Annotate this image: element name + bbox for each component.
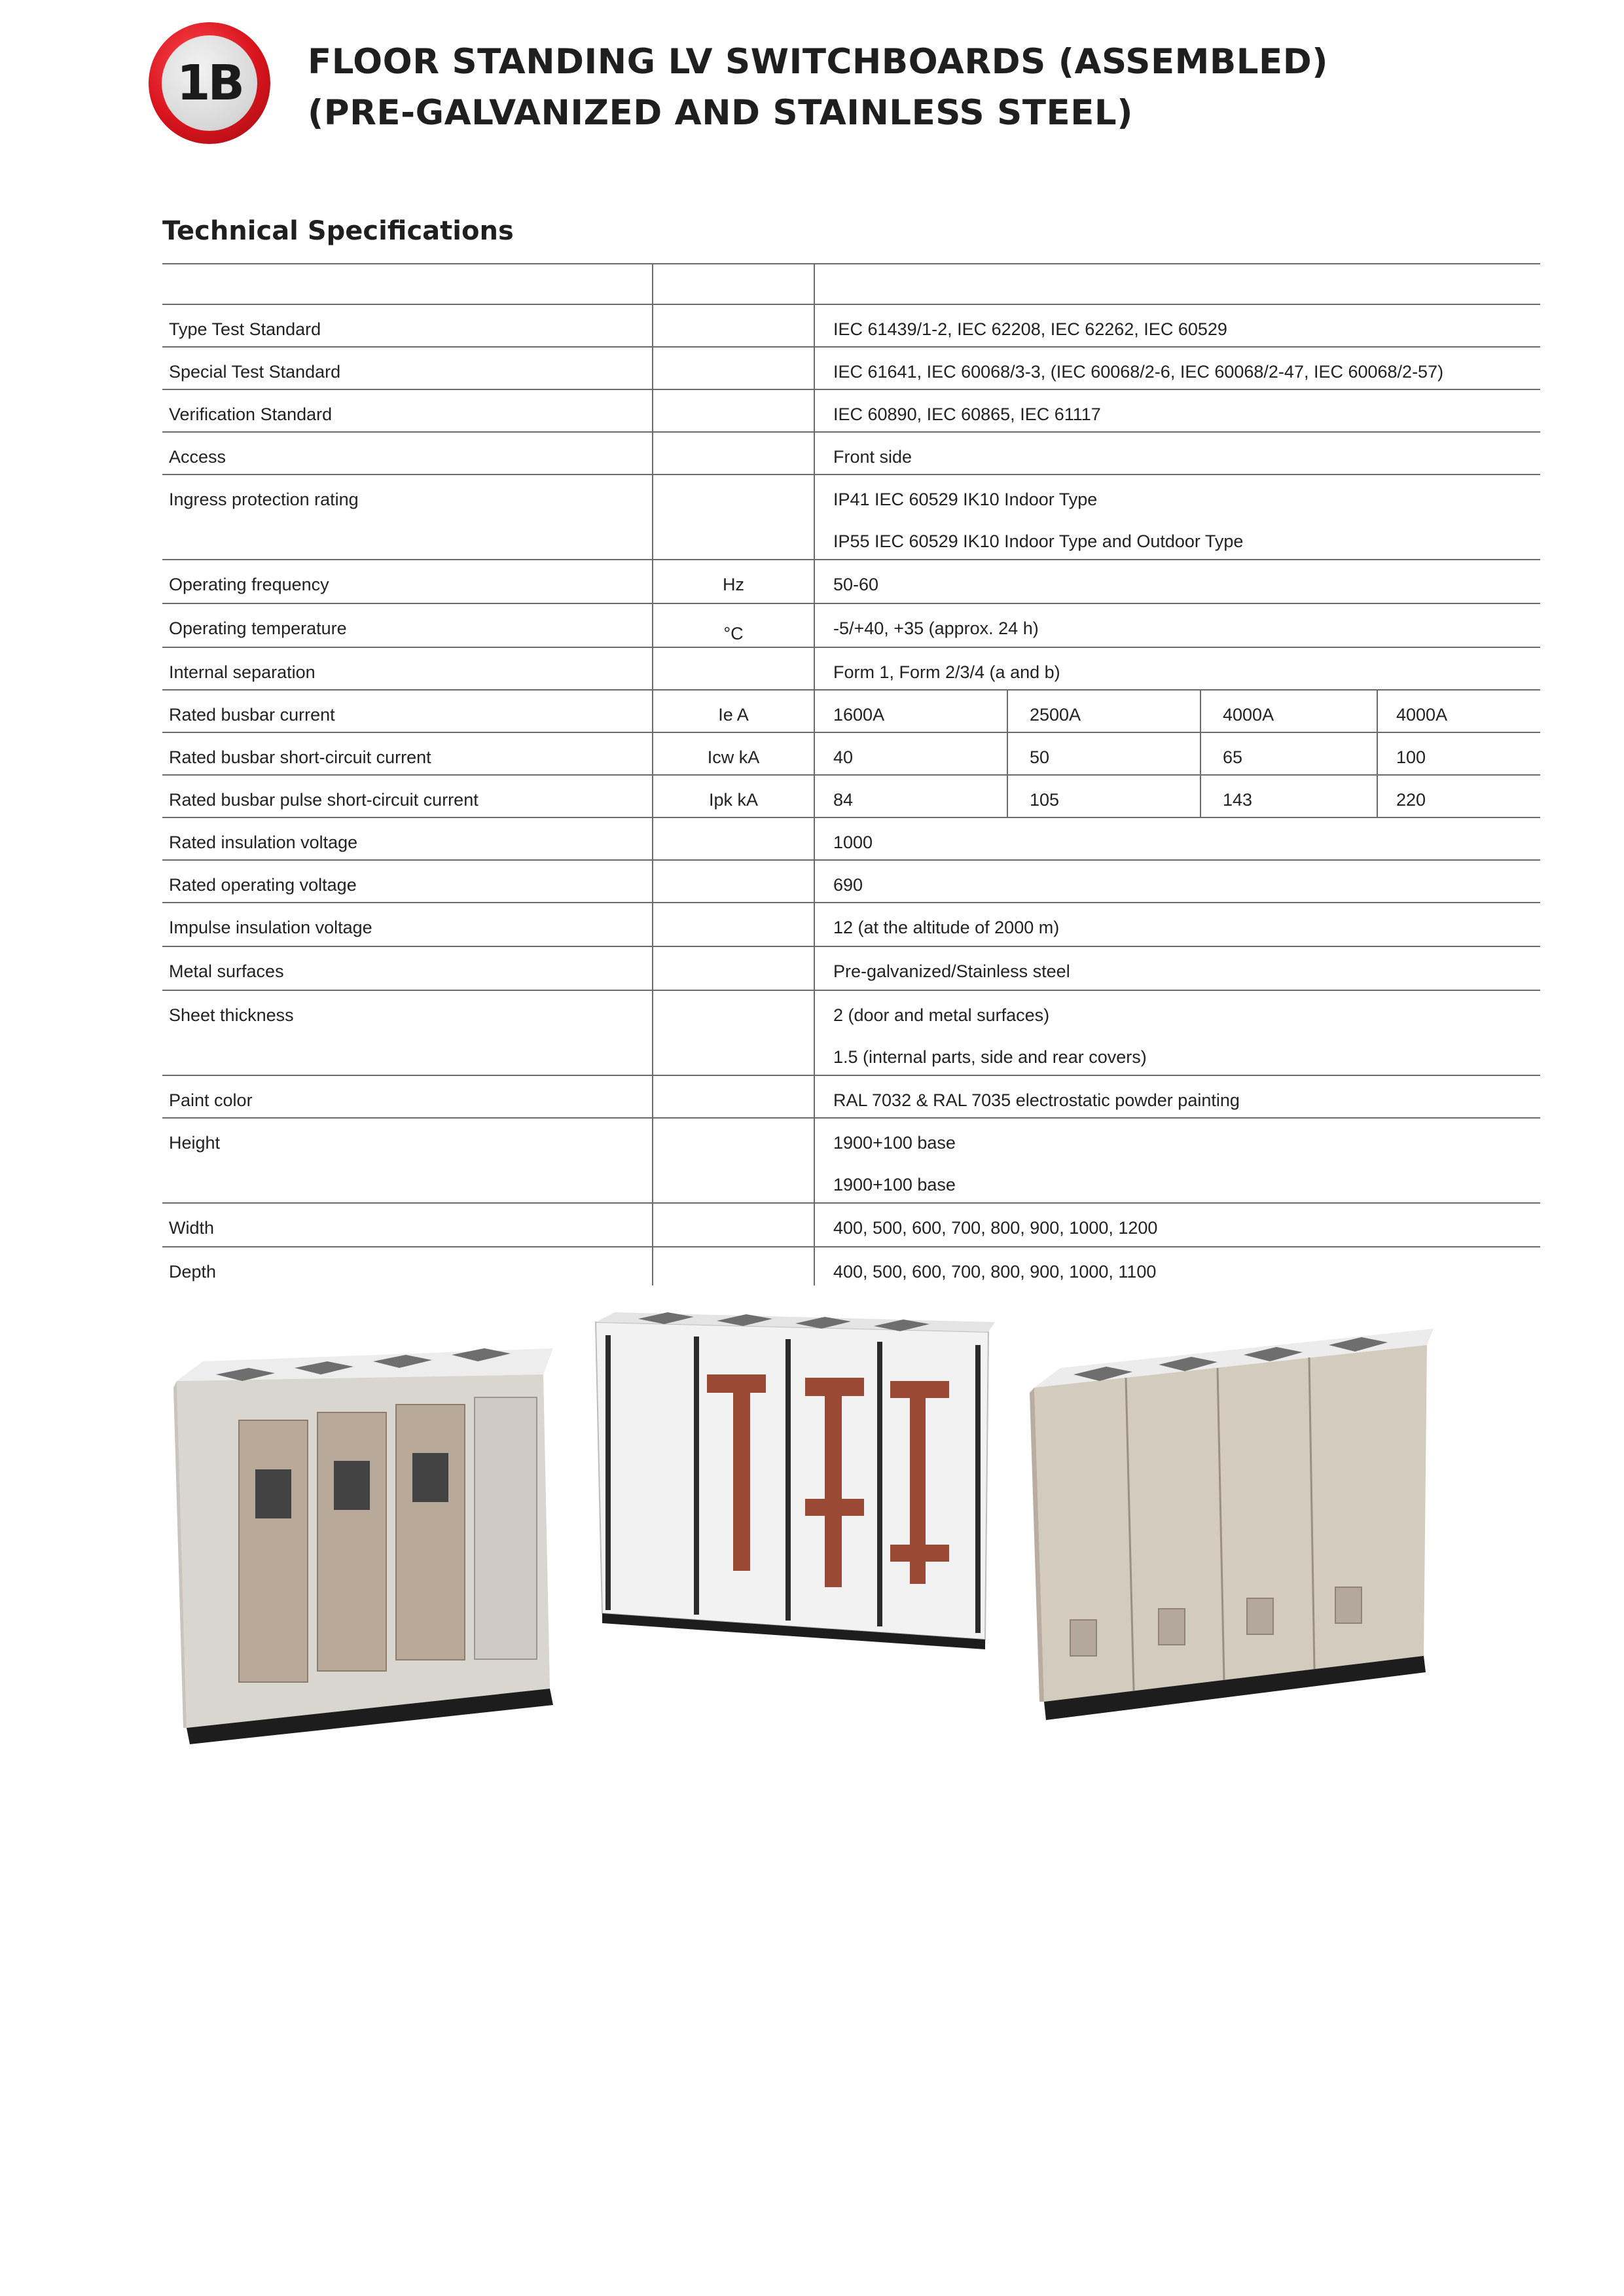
- table-row: [162, 776, 1540, 818]
- spec-param: Type Test Standard: [169, 319, 321, 339]
- spec-value: 1900+100 base: [833, 1133, 956, 1153]
- spec-param: Rated operating voltage: [169, 875, 357, 895]
- table-row: [162, 733, 1540, 776]
- spec-value: 220: [1396, 790, 1426, 810]
- spec-value-secondary: 1.5 (internal parts, side and rear covers): [833, 1047, 1147, 1067]
- spec-value: 2500A: [1030, 705, 1081, 725]
- spec-unit: Hz: [723, 575, 744, 594]
- page-title-line-2: (PRE-GALVANIZED AND STAINLESS STEEL): [308, 93, 1133, 133]
- spec-value: 50-60: [833, 575, 879, 594]
- spec-param: Metal surfaces: [169, 961, 284, 981]
- spec-param: Operating frequency: [169, 575, 329, 594]
- spec-value: 40: [833, 747, 854, 767]
- spec-unit: Icw kA: [707, 747, 760, 767]
- table-row: [162, 991, 1540, 1076]
- section-number: 1B: [162, 35, 257, 131]
- spec-value: 400, 500, 600, 700, 800, 900, 1000, 1200: [833, 1218, 1158, 1238]
- spec-value: 65: [1223, 747, 1243, 767]
- spec-value: 2 (door and metal surfaces): [833, 1005, 1050, 1025]
- table-row: [162, 1076, 1540, 1119]
- spec-value: Pre-galvanized/Stainless steel: [833, 961, 1070, 981]
- table-row: [162, 691, 1540, 733]
- table-row: [162, 947, 1540, 991]
- table-row: [162, 433, 1540, 475]
- spec-value: IEC 61439/1-2, IEC 62208, IEC 62262, IEC 60529: [833, 319, 1227, 339]
- section-heading: Technical Specifications: [162, 216, 514, 246]
- spec-param: Rated busbar current: [169, 705, 335, 725]
- spec-value: IEC 60890, IEC 60865, IEC 61117: [833, 404, 1101, 424]
- spec-param: Rated busbar short-circuit current: [169, 747, 431, 767]
- spec-value-secondary: 1900+100 base: [833, 1175, 956, 1194]
- table-row: [162, 818, 1540, 861]
- table-row: [162, 475, 1540, 560]
- table-row: [162, 1204, 1540, 1247]
- switchboard-mesh-doors-image: [173, 1348, 553, 1744]
- spec-unit: °C: [723, 624, 744, 643]
- spec-param: Depth: [169, 1262, 217, 1282]
- spec-value: 1600A: [833, 705, 885, 725]
- spec-table-header-row: [162, 263, 1540, 305]
- spec-param: Special Test Standard: [169, 362, 341, 382]
- table-row: [162, 390, 1540, 433]
- table-row: [162, 348, 1540, 390]
- spec-param: Width: [169, 1218, 215, 1238]
- spec-param: Access: [169, 447, 226, 467]
- table-row: [162, 903, 1540, 947]
- spec-value: 50: [1030, 747, 1050, 767]
- spec-param: Rated busbar pulse short-circuit current: [169, 790, 478, 810]
- table-row: [162, 1119, 1540, 1204]
- spec-param: Paint color: [169, 1090, 253, 1110]
- spec-param: Operating temperature: [169, 619, 347, 638]
- table-row: [162, 305, 1540, 348]
- spec-value: 143: [1223, 790, 1253, 810]
- product-images: [157, 1283, 1466, 1767]
- table-row: [162, 604, 1540, 648]
- spec-value: -5/+40, +35 (approx. 24 h): [833, 619, 1039, 638]
- spec-table: [162, 263, 1540, 1285]
- table-row: [162, 1247, 1540, 1285]
- spec-value: RAL 7032 & RAL 7035 electrostatic powder painting: [833, 1090, 1240, 1110]
- table-row: [162, 560, 1540, 604]
- spec-unit: Ipk kA: [708, 790, 759, 810]
- spec-value: IEC 61641, IEC 60068/3-3, (IEC 60068/2-6, IEC 60068/2-47, IEC 60068/2-57): [833, 362, 1444, 382]
- spec-value: 12 (at the altitude of 2000 m): [833, 918, 1060, 937]
- spec-value: 400, 500, 600, 700, 800, 900, 1000, 1100: [833, 1262, 1157, 1282]
- spec-value: 1000: [833, 833, 873, 852]
- spec-value: 690: [833, 875, 863, 895]
- switchboard-open-frame-image: [596, 1312, 995, 1649]
- spec-param: Ingress protection rating: [169, 490, 359, 509]
- spec-param: Verification Standard: [169, 404, 333, 424]
- spec-param: Rated insulation voltage: [169, 833, 358, 852]
- page-title-line-1: FLOOR STANDING LV SWITCHBOARDS (ASSEMBLED): [308, 42, 1328, 82]
- switchboard-solid-doors-image: [1030, 1329, 1434, 1720]
- spec-value: IP41 IEC 60529 IK10 Indoor Type: [833, 490, 1098, 509]
- spec-param: Impulse insulation voltage: [169, 918, 372, 937]
- page-title: [308, 37, 1551, 139]
- section-badge: [149, 22, 270, 144]
- spec-value: 4000A: [1223, 705, 1274, 725]
- spec-unit: Ie A: [718, 705, 749, 725]
- spec-param: Sheet thickness: [169, 1005, 294, 1025]
- spec-param: Internal separation: [169, 662, 316, 682]
- spec-value-secondary: IP55 IEC 60529 IK10 Indoor Type and Outdoor Type: [833, 531, 1244, 551]
- table-row: [162, 648, 1540, 691]
- spec-value: 100: [1396, 747, 1426, 767]
- spec-param: Height: [169, 1133, 221, 1153]
- spec-value: 4000A: [1396, 705, 1448, 725]
- table-row: [162, 861, 1540, 903]
- spec-value: 105: [1030, 790, 1060, 810]
- spec-value: 84: [833, 790, 854, 810]
- spec-value: Form 1, Form 2/3/4 (a and b): [833, 662, 1060, 682]
- spec-value: Front side: [833, 447, 912, 467]
